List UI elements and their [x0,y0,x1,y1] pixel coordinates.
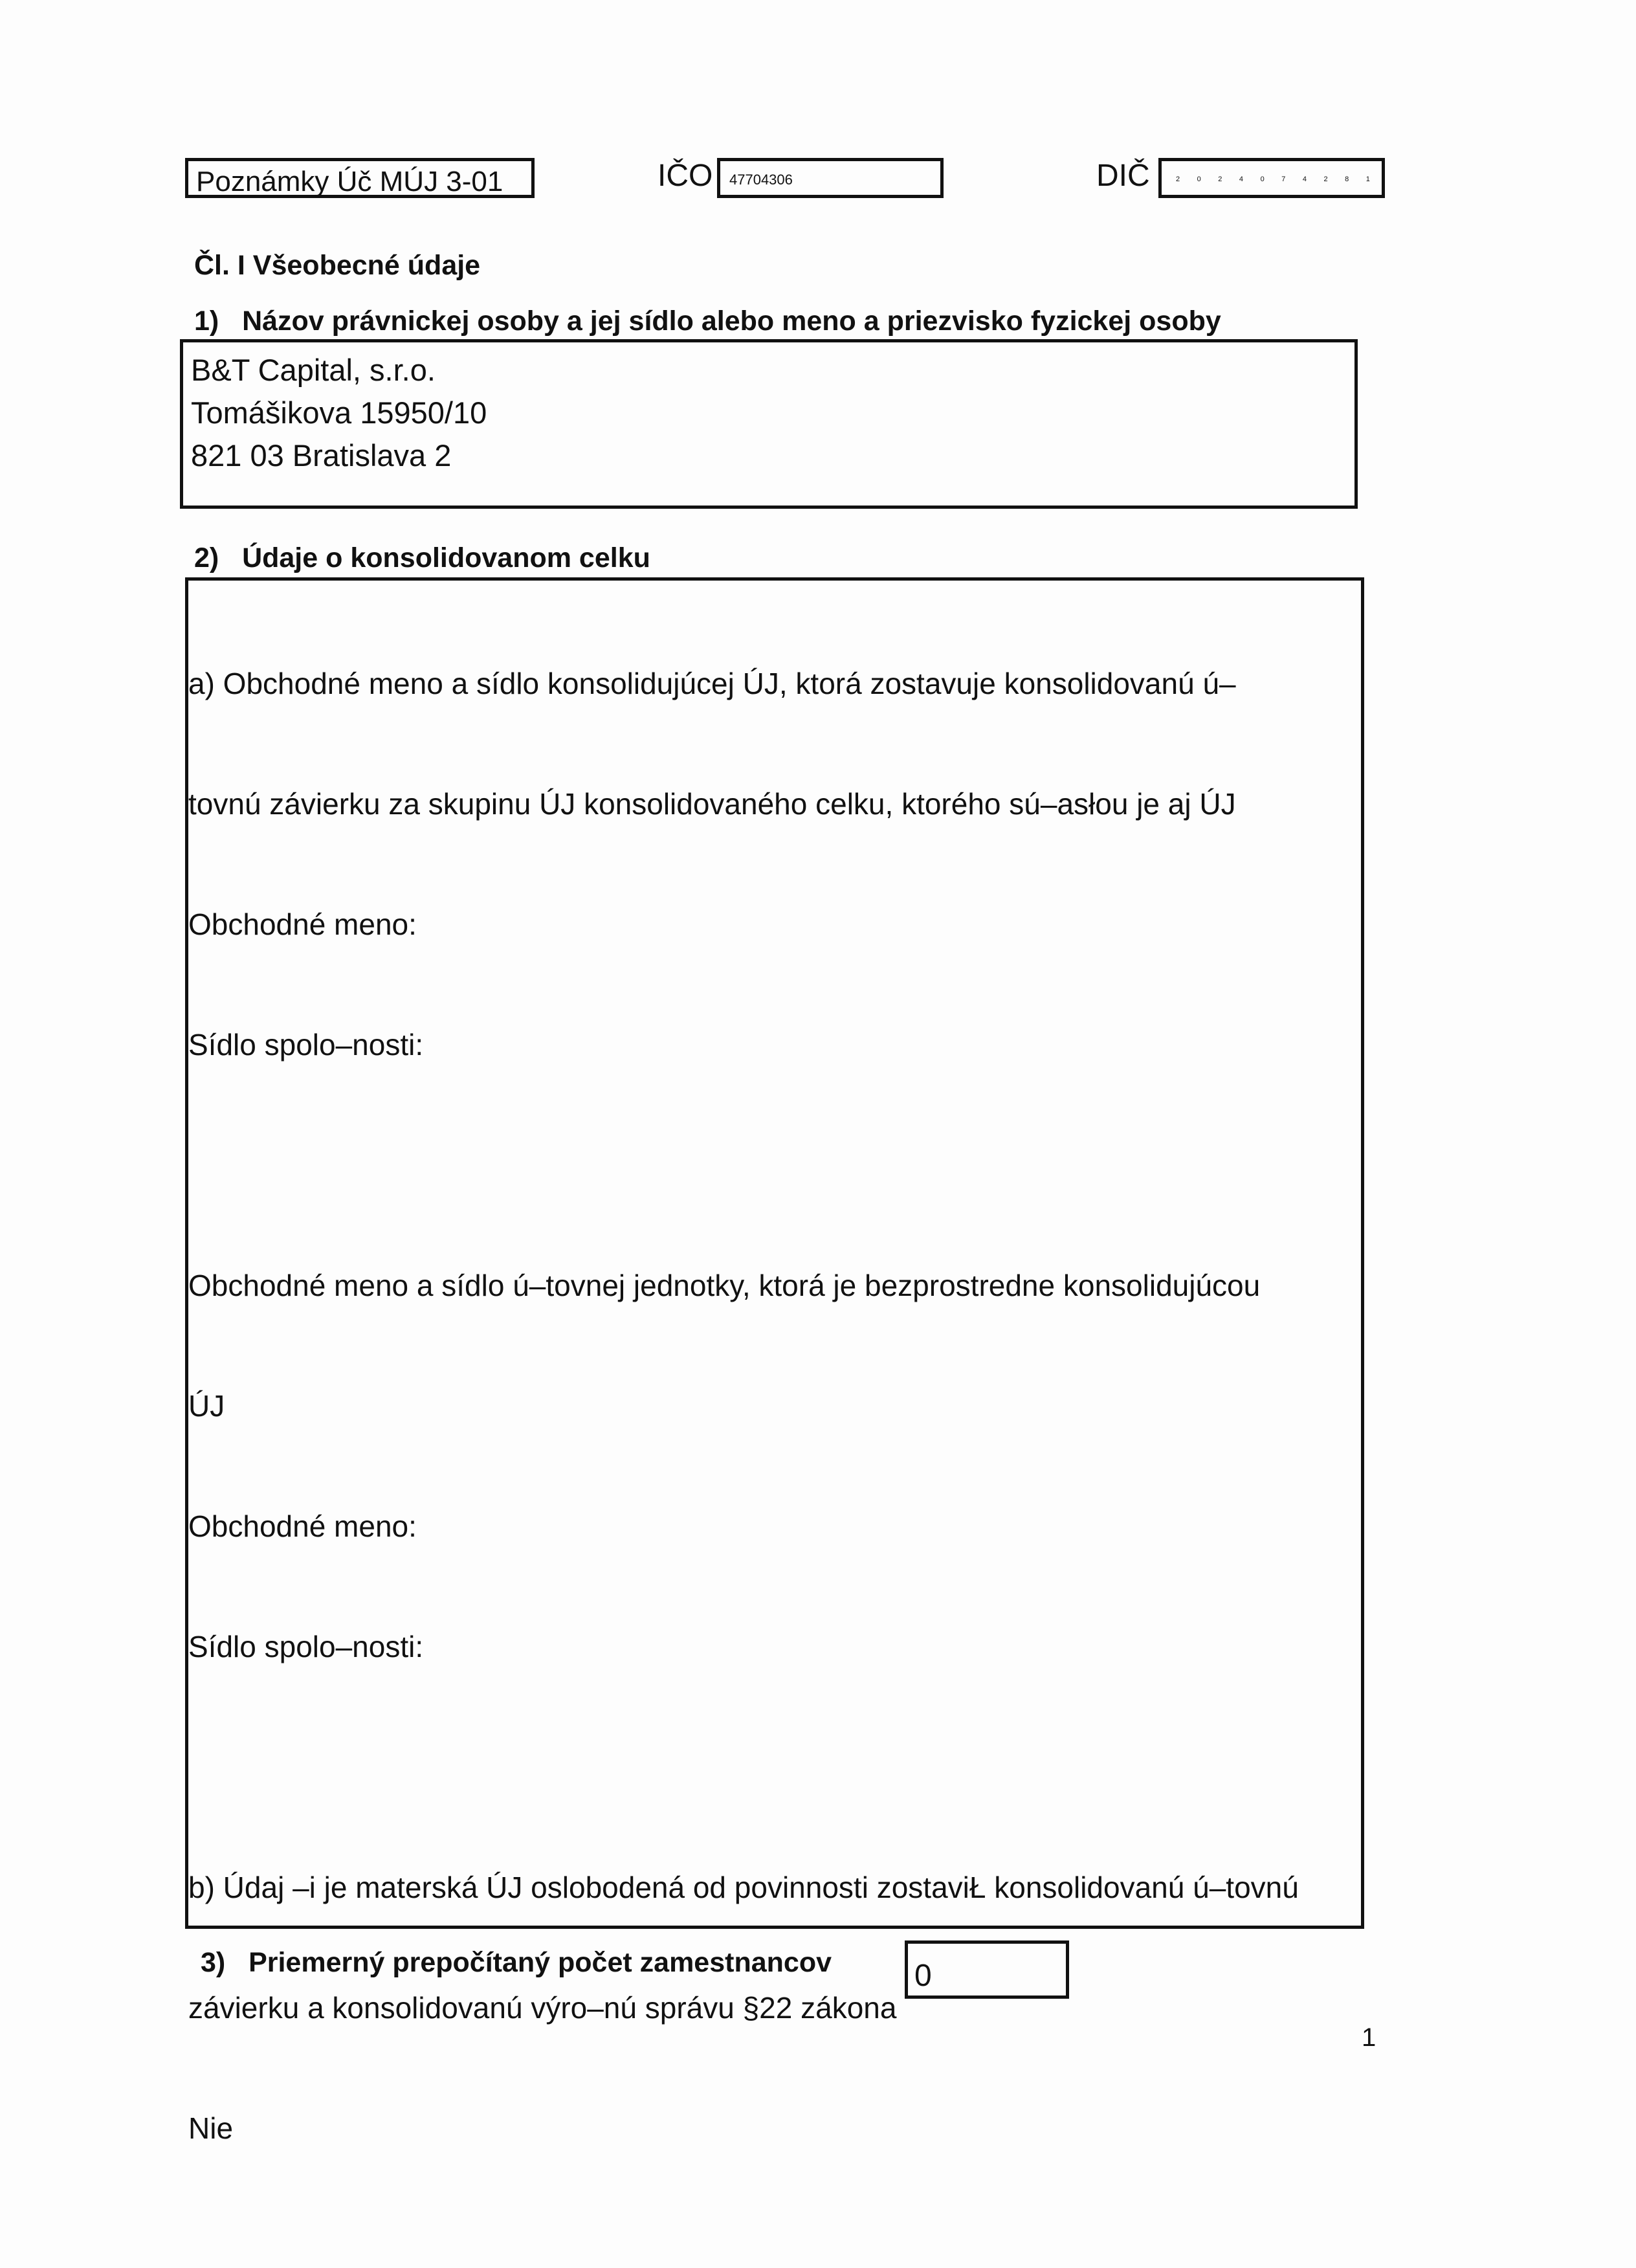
dic-digit: 4 [1302,175,1307,183]
ico-value: 47704306 [729,172,793,188]
dic-digit: 2 [1323,175,1328,183]
item1-box [180,339,1358,509]
text-line: Sídlo spolo–nosti: [188,1028,424,1062]
section-title: Čl. I Všeobecné údaje [194,250,481,281]
dic-digit: 4 [1239,175,1244,183]
text-line: Nie [188,2111,234,2145]
dic-digit: 0 [1197,175,1201,183]
form-label: Poznámky Úč MÚJ 3-01 [196,166,503,197]
dic-digit: 7 [1281,175,1286,183]
dic-digit: 1 [1365,175,1370,183]
text-line: Obchodné meno: [188,907,417,941]
ico-label: IČO [658,159,713,193]
ico-field [717,158,944,198]
text-line: závierku a konsolidovanú výro–nú správu §22 zákona [188,1991,897,2025]
text-line: Obchodné meno a sídlo ú–tovnej jednotky, ktorá je bezprostredne konsolidujúcou [188,1269,1261,1302]
dic-digit: 2 [1176,175,1180,183]
text-line: tovnú závierku za skupinu ÚJ konsolidovaného celku, ktorého sú–asłou je aj ÚJ [188,787,1236,821]
dic-digit: 0 [1260,175,1265,183]
address-line: B&T Capital, s.r.o. [191,353,436,387]
item3-heading: 3) Priemerný prepočítaný počet zamestnancov [201,1947,832,1978]
page-number: 1 [1362,2023,1376,2052]
dic-field [1158,158,1385,198]
dic-digit: 8 [1345,175,1349,183]
address-line: 821 03 Bratislava 2 [191,438,452,472]
address-line: Tomášikova 15950/10 [191,395,487,430]
item2-heading: 2) Údaje o konsolidovanom celku [194,542,650,573]
dic-digits [1176,175,1370,183]
item1-heading: 1) Názov právnickej osoby a jej sídlo alebo meno a priezvisko fyzickej osoby [194,306,1221,337]
item1-text [191,349,487,477]
item2-text [188,583,1299,2229]
text-line [188,1747,1299,1787]
text-line: a) Obchodné meno a sídlo konsolidujúcej ÚJ, ktorá zostavuje konsolidovanú ú– [188,667,1236,700]
dic-label: DIČ [1096,159,1150,193]
employee-count-value: 0 [914,1959,932,1993]
text-line: Obchodné meno: [188,1509,417,1543]
employee-count-box [905,1940,1069,1999]
text-line [188,1145,1299,1185]
text-line: Sídlo spolo–nosti: [188,1630,424,1663]
form-label-box [185,158,535,198]
text-line: b) Údaj –i je materská ÚJ oslobodená od povinnosti zostaviŁ konsolidovanú ú–tovnú [188,1871,1299,1904]
dic-digit: 2 [1218,175,1222,183]
text-line: ÚJ [188,1389,225,1423]
